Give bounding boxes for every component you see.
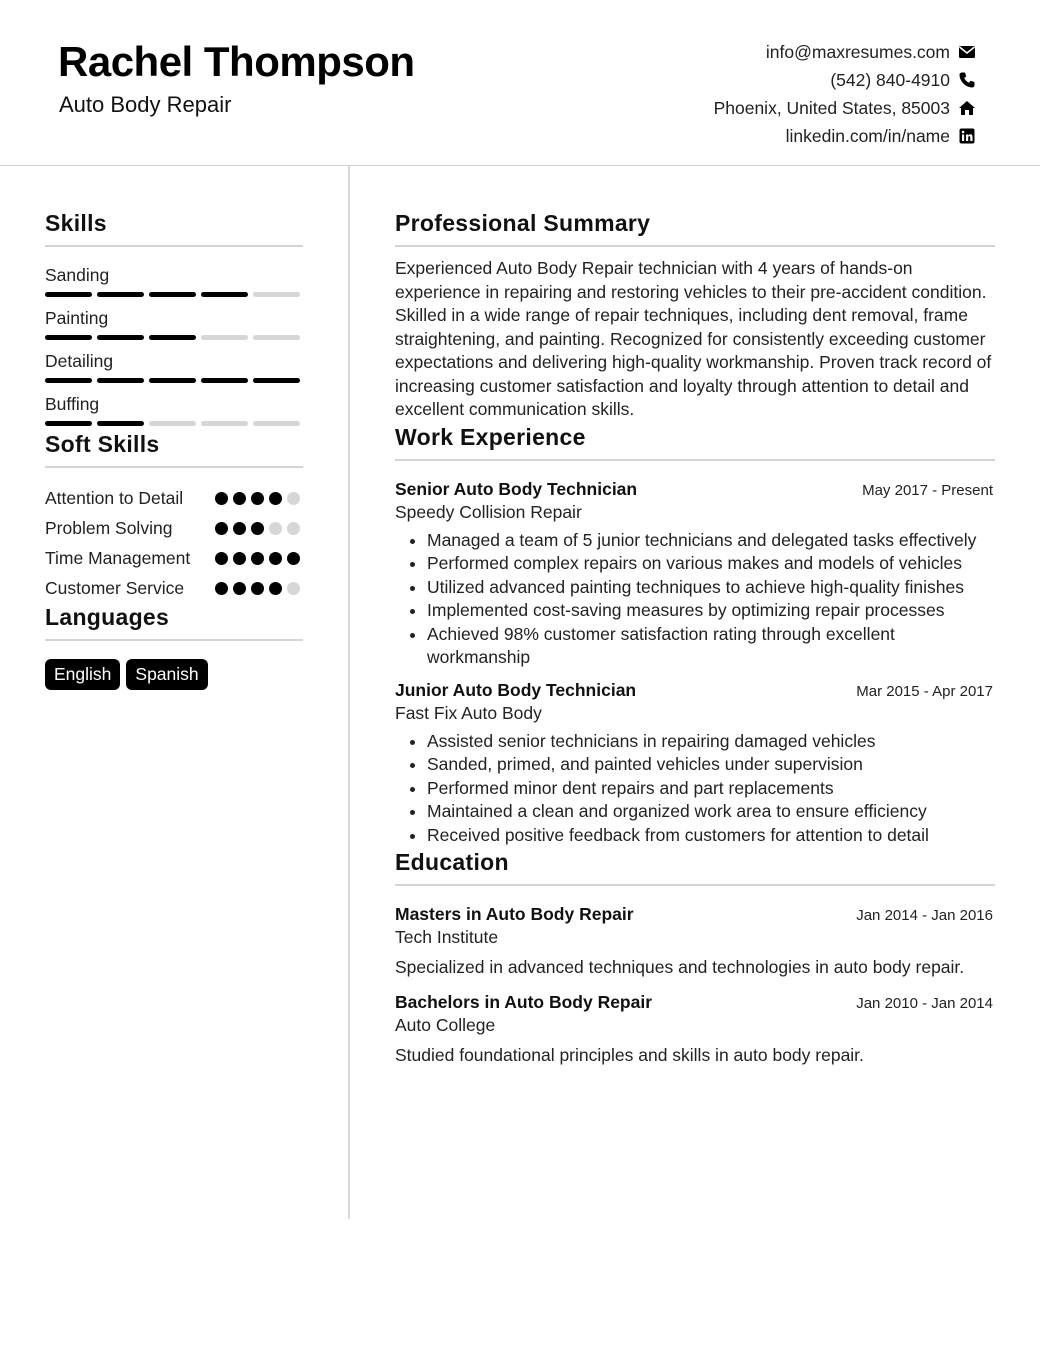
skill-level-segment — [97, 378, 144, 383]
skill-level-segment — [201, 335, 248, 340]
rating-dot — [287, 522, 300, 535]
soft-skill-item — [45, 546, 303, 570]
rating-dot — [233, 582, 246, 595]
phone-text[interactable]: (542) 840-4910 — [830, 69, 950, 90]
job-entry — [395, 479, 995, 670]
language-badge: Spanish — [126, 659, 207, 690]
skill-level-segment — [149, 292, 196, 297]
experience-section — [395, 424, 995, 848]
summary-heading: Professional Summary — [395, 210, 995, 247]
rating-dot — [215, 522, 228, 535]
education-section — [395, 849, 995, 1066]
skill-item — [45, 394, 303, 426]
skill-name: Painting — [45, 308, 109, 328]
column-divider — [348, 166, 350, 1219]
education-description: Studied foundational principles and skills in auto body repair. — [395, 1045, 864, 1065]
skill-level-segment — [201, 292, 248, 297]
rating-dot — [215, 552, 228, 565]
job-bullet: • Managed a team of 5 junior technicians and delegated tasks effectively — [427, 529, 995, 553]
job-bullets — [395, 730, 995, 848]
skill-level-segment — [45, 335, 92, 340]
skill-level-segment — [45, 378, 92, 383]
skill-level-segment — [253, 378, 300, 383]
rating-dot — [215, 582, 228, 595]
summary-section — [395, 210, 995, 422]
skill-level-segment — [149, 421, 196, 426]
skill-level-bar — [45, 292, 303, 297]
job-dates: Mar 2015 - Apr 2017 — [856, 682, 993, 700]
soft-skills-section — [45, 431, 303, 600]
skill-level-segment — [253, 335, 300, 340]
soft-skill-item — [45, 576, 303, 600]
rating-dot — [215, 492, 228, 505]
soft-skill-rating — [215, 576, 303, 600]
skill-level-segment — [45, 421, 92, 426]
left-column — [45, 210, 303, 690]
contact-phone[interactable] — [714, 66, 976, 94]
home-icon — [958, 99, 976, 117]
soft-skill-rating — [215, 516, 303, 540]
education-description: Specialized in advanced techniques and technologies in auto body repair. — [395, 957, 965, 977]
job-title: Senior Auto Body Technician — [395, 478, 638, 499]
job-bullet: • Performed complex repairs on various makes and models of vehicles — [427, 552, 995, 576]
skill-level-segment — [149, 335, 196, 340]
resume-header — [0, 0, 1040, 166]
education-entry — [395, 904, 995, 978]
job-bullet: • Maintained a clean and organized work area to ensure efficiency — [427, 800, 995, 824]
soft-skill-item — [45, 516, 303, 540]
job-bullet: • Achieved 98% customer satisfaction rating through excellent workmanship — [427, 623, 995, 670]
job-header — [395, 479, 995, 500]
skill-level-segment — [97, 292, 144, 297]
skill-level-segment — [253, 292, 300, 297]
skill-level-segment — [201, 421, 248, 426]
education-school: Auto College — [395, 1015, 496, 1035]
skills-heading: Skills — [45, 210, 303, 247]
address-text: Phoenix, United States, 85003 — [713, 97, 950, 118]
rating-dot — [251, 522, 264, 535]
job-header — [395, 680, 995, 701]
skills-section — [45, 210, 303, 426]
education-dates: Jan 2010 - Jan 2014 — [856, 995, 993, 1012]
languages-list — [45, 659, 303, 690]
skill-level-segment — [97, 421, 144, 426]
education-list — [395, 904, 995, 1066]
contact-linkedin[interactable] — [714, 122, 976, 150]
email-text[interactable]: info@maxresumes.com — [765, 41, 950, 62]
candidate-name: Rachel Thompson — [58, 38, 415, 85]
skill-name: Buffing — [45, 394, 100, 414]
language-badge: English — [45, 659, 120, 690]
right-column — [395, 210, 995, 1080]
education-dates: Jan 2014 - Jan 2016 — [856, 907, 993, 924]
rating-dot — [269, 522, 282, 535]
contact-address — [714, 94, 976, 122]
job-entry — [395, 680, 995, 848]
soft-skills-heading: Soft Skills — [45, 431, 303, 468]
soft-skill-item — [45, 486, 303, 510]
skill-level-bar — [45, 421, 303, 426]
education-degree: Bachelors in Auto Body Repair — [395, 992, 653, 1012]
job-bullet: • Implemented cost-saving measures by optimizing repair processes — [427, 599, 995, 623]
skill-name: Sanding — [45, 265, 110, 285]
rating-dot — [251, 492, 264, 505]
soft-skill-name: Problem Solving — [45, 518, 173, 538]
soft-skill-rating — [215, 486, 303, 510]
skill-item — [45, 308, 303, 340]
skill-name: Detailing — [45, 351, 114, 371]
rating-dot — [287, 492, 300, 505]
skill-level-bar — [45, 335, 303, 340]
rating-dot — [233, 522, 246, 535]
linkedin-text[interactable]: linkedin.com/in/name — [785, 125, 950, 146]
linkedin-icon — [958, 127, 976, 145]
job-bullet: • Received positive feedback from customers for attention to detail — [427, 824, 995, 848]
job-bullet: • Assisted senior technicians in repairing damaged vehicles — [427, 730, 995, 754]
skill-level-segment — [253, 421, 300, 426]
job-bullet: • Performed minor dent repairs and part replacements — [427, 777, 995, 801]
job-title: Junior Auto Body Technician — [395, 679, 637, 700]
education-header — [395, 904, 995, 925]
skill-item — [45, 351, 303, 383]
job-list — [395, 479, 995, 848]
rating-dot — [269, 582, 282, 595]
education-header — [395, 992, 995, 1013]
phone-icon — [958, 71, 976, 89]
skills-list — [45, 265, 303, 426]
job-dates: May 2017 - Present — [862, 481, 993, 499]
envelope-icon — [958, 43, 976, 61]
rating-dot — [269, 552, 282, 565]
job-bullet: • Sanded, primed, and painted vehicles under supervision — [427, 753, 995, 777]
skill-level-segment — [149, 378, 196, 383]
skill-level-segment — [201, 378, 248, 383]
job-bullet: • Utilized advanced painting techniques to achieve high-quality finishes — [427, 576, 995, 600]
rating-dot — [251, 552, 264, 565]
rating-dot — [251, 582, 264, 595]
skill-level-segment — [97, 335, 144, 340]
rating-dot — [269, 492, 282, 505]
soft-skills-list — [45, 486, 303, 600]
education-degree: Masters in Auto Body Repair — [395, 904, 634, 924]
contact-email[interactable] — [714, 38, 976, 66]
languages-section — [45, 604, 303, 690]
soft-skill-name: Time Management — [45, 548, 191, 568]
skill-item — [45, 265, 303, 297]
education-school: Tech Institute — [395, 927, 499, 947]
skill-level-segment — [45, 292, 92, 297]
education-entry — [395, 992, 995, 1066]
summary-text: Experienced Auto Body Repair technician with 4 years of hands-on experience in repairing and restoring vehicles to their pre-accident condition. Skilled in a wide range of repair techniques, including dent removal, frame straightening, and painting. Recognized for consistently exceeding customer expectations and delivering high-quality workmanship. Proven track record of increasing customer satisfaction and loyalty through attention to detail and excellent communication skills. — [395, 258, 992, 419]
soft-skill-name: Customer Service — [45, 578, 185, 598]
experience-heading: Work Experience — [395, 424, 995, 461]
contact-list — [714, 38, 976, 150]
soft-skill-name: Attention to Detail — [45, 488, 184, 508]
job-company: Fast Fix Auto Body — [395, 702, 542, 723]
soft-skill-rating — [215, 546, 303, 570]
skill-level-bar — [45, 378, 303, 383]
rating-dot — [287, 582, 300, 595]
education-heading: Education — [395, 849, 995, 886]
rating-dot — [287, 552, 300, 565]
rating-dot — [233, 552, 246, 565]
candidate-title: Auto Body Repair — [59, 92, 232, 117]
languages-heading: Languages — [45, 604, 303, 641]
rating-dot — [233, 492, 246, 505]
job-company: Speedy Collision Repair — [395, 501, 582, 522]
job-bullets — [395, 529, 995, 670]
